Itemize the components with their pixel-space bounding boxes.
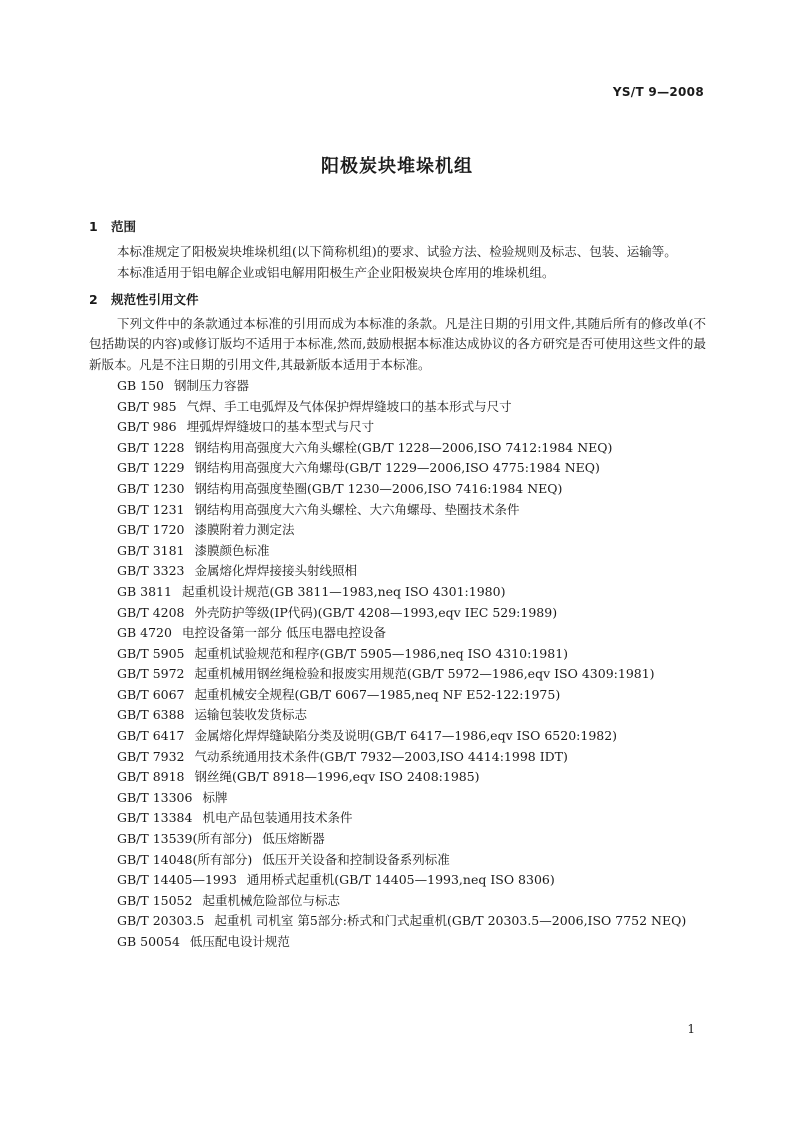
reference-item	[89, 500, 706, 521]
reference-code: GB/T 3181	[117, 542, 185, 558]
reference-title: 外壳防护等级(IP代码)(GB/T 4208—1993,eqv IEC 529:1989)	[194, 604, 558, 620]
page-number: 1	[687, 1022, 695, 1036]
section-heading-normative-references	[89, 289, 706, 310]
section-title: 范围	[111, 219, 137, 234]
reference-item	[89, 582, 706, 603]
reference-code: GB/T 1230	[117, 480, 185, 496]
reference-title: 低压配电设计规范	[189, 934, 290, 950]
document-body	[89, 216, 706, 953]
reference-title: 起重机械危险部位与标志	[202, 892, 340, 908]
reference-title: 低压熔断器	[262, 831, 325, 847]
reference-item	[89, 603, 706, 624]
reference-title: 钢结构用高强度大六角头螺栓(GB/T 1228—2006,ISO 7412:1984 NEQ)	[194, 439, 613, 455]
reference-title: 电控设备第一部分 低压电器电控设备	[181, 625, 386, 641]
reference-title: 钢结构用高强度大六角头螺栓、大六角螺母、垫圈技术条件	[194, 501, 520, 517]
reference-item	[89, 891, 706, 912]
reference-title: 漆膜颜色标准	[194, 542, 270, 558]
reference-title: 钢结构用高强度垫圈(GB/T 1230—2006,ISO 7416:1984 NEQ)	[194, 480, 563, 496]
reference-list	[89, 376, 706, 953]
reference-item	[89, 458, 706, 479]
reference-code: GB/T 7932	[117, 748, 185, 764]
reference-title: 钢丝绳(GB/T 8918—1996,eqv ISO 2408:1985)	[194, 769, 480, 785]
reference-item	[89, 932, 706, 953]
section-number: 2	[89, 291, 98, 307]
reference-code: GB/T 1228	[117, 439, 185, 455]
reference-code: GB/T 15052	[117, 892, 193, 908]
reference-code: GB/T 1231	[117, 501, 185, 517]
reference-item	[89, 479, 706, 500]
reference-item	[89, 685, 706, 706]
reference-code: GB 4720	[117, 625, 172, 641]
reference-item	[89, 788, 706, 809]
reference-item	[89, 397, 706, 418]
section-title: 规范性引用文件	[111, 291, 199, 307]
section-number: 1	[89, 219, 98, 234]
reference-code: GB/T 1720	[117, 522, 185, 538]
reference-title: 金属熔化焊焊缝缺陷分类及说明(GB/T 6417—1986,eqv ISO 6520:1982)	[194, 728, 618, 744]
reference-item	[89, 705, 706, 726]
reference-item	[89, 808, 706, 829]
reference-code: GB/T 5972	[117, 666, 185, 682]
reference-item	[89, 829, 706, 850]
reference-title: 运输包装收发货标志	[194, 707, 308, 723]
reference-code: GB/T 14048(所有部分)	[117, 851, 253, 867]
reference-code: GB/T 8918	[117, 769, 185, 785]
reference-item	[89, 664, 706, 685]
reference-title: 低压开关设备和控制设备系列标准	[262, 851, 450, 867]
reference-code: GB/T 1229	[117, 460, 185, 476]
reference-title: 钢制压力容器	[174, 377, 250, 393]
reference-title: 通用桥式起重机(GB/T 14405—1993,neq ISO 8306)	[246, 872, 555, 888]
reference-title: 钢结构用高强度大六角螺母(GB/T 1229—2006,ISO 4775:1984 NEQ)	[194, 460, 600, 476]
reference-code: GB/T 5905	[117, 645, 185, 661]
reference-code: GB/T 6067	[117, 686, 185, 702]
reference-code: GB/T 6388	[117, 707, 185, 723]
reference-code: GB/T 985	[117, 398, 177, 414]
reference-code: GB 50054	[117, 934, 180, 950]
reference-item	[89, 747, 706, 768]
reference-item	[89, 541, 706, 562]
reference-item	[89, 561, 706, 582]
reference-code: GB/T 986	[117, 419, 177, 435]
reference-title: 机电产品包装通用技术条件	[202, 810, 353, 826]
reference-code: GB/T 20303.5	[117, 913, 205, 929]
reference-code: GB 150	[117, 377, 165, 393]
reference-code: GB/T 13539(所有部分)	[117, 831, 253, 847]
reference-item	[89, 767, 706, 788]
reference-item	[89, 376, 706, 397]
reference-title: 起重机械安全规程(GB/T 6067—1985,neq NF E52-122:1975)	[194, 686, 561, 702]
reference-title: 气焊、手工电弧焊及气体保护焊焊缝坡口的基本形式与尺寸	[186, 398, 512, 414]
reference-item	[89, 726, 706, 747]
reference-item	[89, 438, 706, 459]
reference-code: GB/T 6417	[117, 728, 185, 744]
reference-code: GB/T 4208	[117, 604, 185, 620]
scope-paragraph: 本标准规定了阳极炭块堆垛机组(以下简称机组)的要求、试验方法、检验规则及标志、包装、运输等。	[117, 244, 677, 259]
document-code: YS/T 9—2008	[612, 85, 704, 99]
reference-code: GB/T 13384	[117, 810, 193, 826]
reference-item	[89, 911, 706, 932]
references-intro-paragraph: 下列文件中的条款通过本标准的引用而成为本标准的条款。凡是注日期的引用文件,其随后所有的修改单(不包括勘误的内容)或修订版均不适用于本标准,然而,鼓励根据本标准达成协议的各方研究是否可使用这些文件的最新版本。凡是不注日期的引用文件,其最新版本适用于本标准。	[89, 315, 706, 373]
reference-title: 漆膜附着力测定法	[194, 522, 295, 538]
reference-code: GB/T 14405—1993	[117, 872, 237, 888]
reference-title: 起重机设计规范(GB 3811—1983,neq ISO 4301:1980)	[181, 583, 506, 599]
reference-item	[89, 870, 706, 891]
reference-item	[89, 644, 706, 665]
reference-title: 起重机试验规范和程序(GB/T 5905—1986,neq ISO 4310:1981)	[194, 645, 569, 661]
reference-item	[89, 623, 706, 644]
reference-title: 标牌	[202, 789, 228, 805]
document-title: 阳极炭块堆垛机组	[321, 156, 473, 177]
reference-code: GB 3811	[117, 583, 172, 599]
reference-title: 金属熔化焊焊接接头射线照相	[194, 563, 358, 579]
reference-title: 起重机械用钢丝绳检验和报废实用规范(GB/T 5972—1986,eqv ISO 4309:1981)	[194, 666, 655, 682]
section-heading-scope	[89, 216, 706, 237]
reference-title: 气动系统通用技术条件(GB/T 7932—2003,ISO 4414:1998 IDT)	[194, 748, 568, 764]
reference-item	[89, 850, 706, 871]
reference-title: 埋弧焊焊缝坡口的基本型式与尺寸	[186, 419, 375, 435]
reference-title: 起重机 司机室 第5部分:桥式和门式起重机(GB/T 20303.5—2006,ISO 7752 NEQ)	[214, 913, 687, 929]
reference-item	[89, 417, 706, 438]
reference-item	[89, 520, 706, 541]
reference-code: GB/T 13306	[117, 789, 193, 805]
scope-paragraph: 本标准适用于铝电解企业或铝电解用阳极生产企业阳极炭块仓库用的堆垛机组。	[117, 264, 555, 280]
reference-code: GB/T 3323	[117, 563, 185, 579]
